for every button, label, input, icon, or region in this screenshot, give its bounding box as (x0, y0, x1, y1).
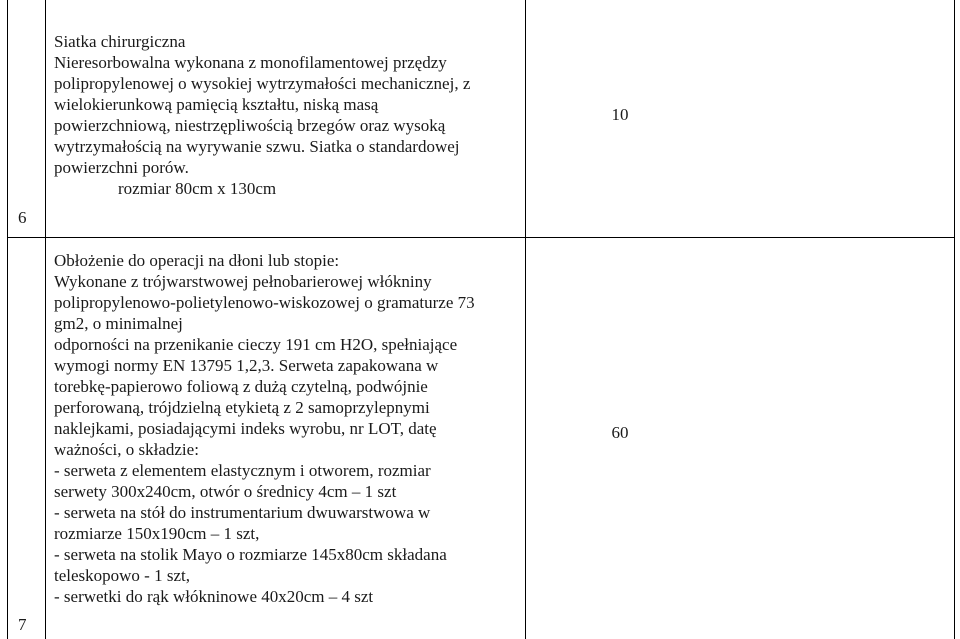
description-line: serwety 300x240cm, otwór o średnicy 4cm – 1 szt (54, 482, 397, 501)
description-line: perforowaną, trójdzielną etykietą z 2 samoprzylepnymi (54, 398, 430, 417)
description-line: - serwetki do rąk włókninowe 40x20cm – 4 szt (54, 587, 374, 606)
description-line: rozmiar 80cm x 130cm (118, 179, 277, 198)
table-border-left (7, 0, 8, 639)
description-line: - serweta na stół do instrumentarium dwuwarstwowa w (54, 503, 431, 522)
description-line: polipropylenowej o wysokiej wytrzymałości mechanicznej, z (54, 74, 471, 93)
description-line: polipropylenowo-polietylenowo-wiskozowej o gramaturze 73 (54, 293, 475, 312)
description-line: powierzchni porów. (54, 158, 189, 177)
description-line: Obłożenie do operacji na dłoni lub stopie: (54, 251, 340, 270)
description-line: wymogi normy EN 13795 1,2,3. Serweta zapakowana w (54, 356, 439, 375)
description-line: Wykonane z trójwarstwowej pełnobarierowej włókniny (54, 272, 432, 291)
description-line: gm2, o minimalnej (54, 314, 183, 333)
description-line: - serweta na stolik Mayo o rozmiarze 145x80cm składana (54, 545, 447, 564)
description-line: rozmiarze 150x190cm – 1 szt, (54, 524, 260, 543)
column-divider-qty (525, 0, 526, 639)
table-row-6-quantity: 10 (611, 105, 629, 124)
table-border-right (954, 0, 955, 639)
description-line: wytrzymałością na wyrywanie szwu. Siatka o standardowej (54, 137, 460, 156)
description-line: teleskopowo - 1 szt, (54, 566, 190, 585)
description-line: naklejkami, posiadającymi indeks wyrobu, nr LOT, datę (54, 419, 437, 438)
table-row-6-lp: 6 (18, 208, 27, 227)
description-line: ważności, o składzie: (54, 440, 199, 459)
description-line: odporności na przenikanie cieczy 191 cm H2O, spełniające (54, 335, 458, 354)
description-line: wielokierunkową pamięcią kształtu, niską masą (54, 95, 379, 114)
description-line: Nieresorbowalna wykonana z monofilamentowej przędzy (54, 53, 447, 72)
table-row-7-description (54, 250, 475, 607)
table-row-7-lp: 7 (18, 615, 27, 634)
table-row-7-quantity: 60 (611, 423, 629, 442)
table-row-6-description (54, 31, 470, 199)
row-divider (7, 237, 955, 238)
description-line: - serweta z elementem elastycznym i otworem, rozmiar (54, 461, 431, 480)
description-line: powierzchniową, niestrzępliwością brzegów oraz wysoką (54, 116, 446, 135)
column-divider-lp (45, 0, 46, 639)
description-line: Siatka chirurgiczna (54, 32, 186, 51)
description-line: torebkę-papierowo foliową z dużą czytelną, podwójnie (54, 377, 428, 396)
